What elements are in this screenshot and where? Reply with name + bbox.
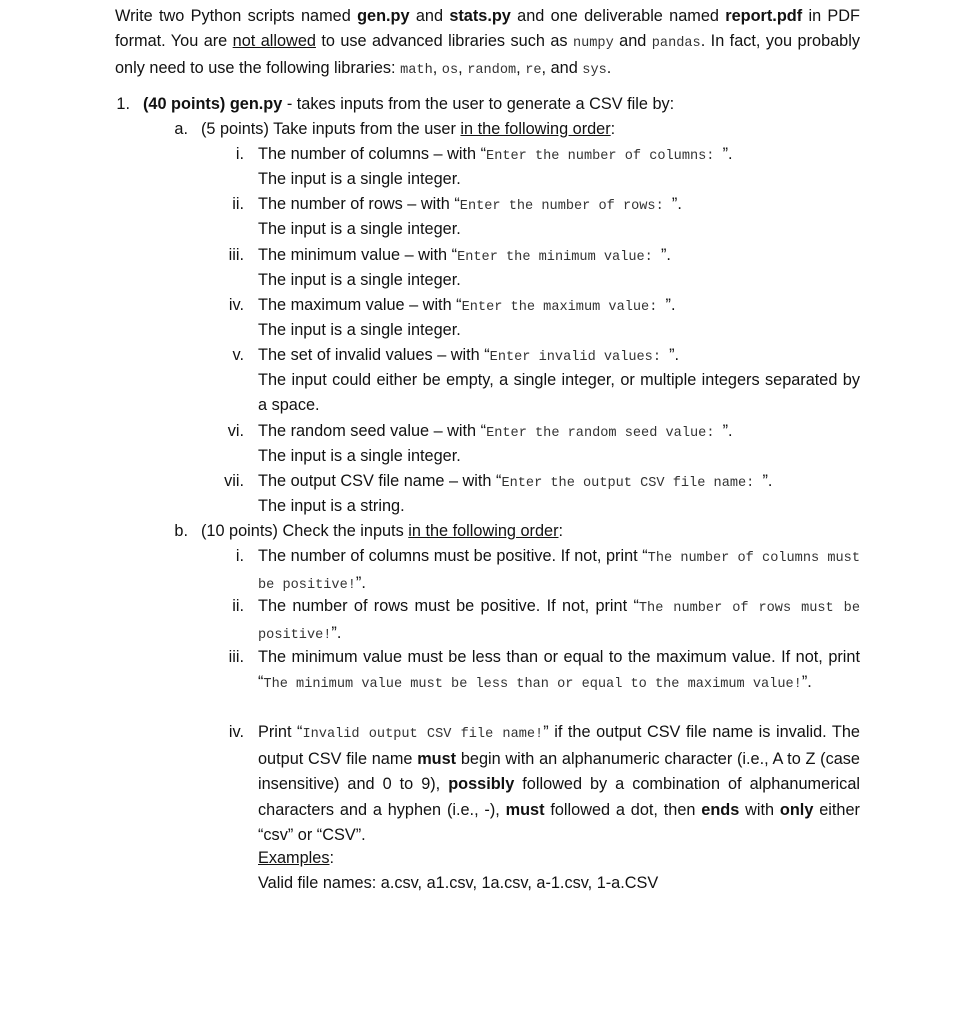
item-text: begin with an alphanumeric character (i.e., A to Z (case insensitive) and 0 to 9), [258, 750, 860, 794]
intro-text: and one deliverable named [510, 7, 726, 25]
q1a-item-label: i. [235, 145, 244, 163]
q1a-label: a. [174, 120, 188, 138]
prompt-code: Enter the random seed value: [486, 426, 723, 441]
q1a-item-label: iii. [228, 246, 244, 264]
q1a-text: (5 points) Take inputs from the user [201, 120, 461, 138]
q1-points: (40 points) gen.py [143, 95, 283, 113]
message-code: The number of rows must be positive! [258, 601, 860, 644]
item-text: The number of columns – with “ [258, 145, 487, 163]
valid-file-names: Valid file names: a.csv, a1.csv, 1a.csv, a-1.csv, 1-a.CSV [258, 874, 659, 892]
intro-text: . [606, 59, 612, 78]
item-text: followed by a combination of alphanumerical characters and a hyphen (i.e., -), [258, 775, 860, 819]
item-text: ”. [722, 145, 733, 163]
prompt-code: Enter the number of columns: [486, 149, 723, 164]
q1b-item-label: ii. [232, 597, 244, 615]
q1a-item-note: The input is a single integer. [258, 321, 461, 339]
q1b-heading [201, 519, 563, 544]
q1a-item-note: The input is a single integer. [258, 271, 461, 289]
q1a-item [258, 243, 671, 270]
emphasis-possibly: possibly [448, 775, 515, 794]
intro-text: in PDF format. You are [115, 7, 860, 51]
item-text: ”. [665, 296, 676, 314]
re-code: re [525, 63, 542, 79]
item-text: Print “ [258, 723, 303, 741]
stats-filename: stats.py [449, 7, 511, 25]
prompt-code: Enter the maximum value: [461, 300, 666, 315]
q1a-item [258, 293, 676, 320]
q1-heading [143, 92, 674, 117]
q1a-item [258, 343, 679, 370]
q1b-item [258, 544, 860, 598]
q1b-underlined: in the following order [408, 522, 559, 540]
item-text: ”. [669, 346, 680, 364]
emphasis-must: must [505, 800, 545, 819]
intro-text: and [409, 7, 450, 25]
message-code: The minimum value must be less than or equal to the maximum value! [263, 677, 802, 693]
emphasis-ends: ends [701, 800, 740, 819]
math-code: math [400, 63, 433, 79]
q1a-item-note: The input could either be empty, a single integer, or multiple integers separated by a space. [258, 371, 860, 415]
q1b-item [258, 645, 860, 697]
q1b-item [258, 594, 860, 648]
examples-colon: : [329, 849, 335, 867]
prompt-code: Enter the output CSV file name: [501, 476, 763, 491]
item-text: ” if the output CSV file name is invalid. The output CSV file name [258, 723, 860, 769]
q1b-text: : [558, 522, 564, 540]
intro-paragraph [115, 4, 860, 84]
prompt-code: Enter the number of rows: [459, 199, 672, 214]
item-text: ”. [661, 246, 671, 264]
q1-number: 1. [116, 95, 130, 113]
intro-text: , [458, 59, 468, 78]
emphasis-only: only [779, 800, 814, 819]
random-code: random [467, 63, 517, 79]
q1a-item [258, 419, 733, 446]
prompt-code: Enter the minimum value: [457, 250, 662, 265]
intro-text: , [432, 59, 442, 78]
numpy-code: numpy [572, 36, 614, 52]
item-text: ”. [762, 472, 773, 490]
item-text: The number of columns must be positive. If not, print “ [258, 547, 648, 565]
item-text: ”. [355, 574, 366, 593]
q1b-label: b. [174, 522, 188, 540]
intro-text: to use advanced libraries such as [315, 32, 573, 51]
item-text: The maximum value – with “ [258, 296, 462, 314]
intro-text: and [613, 32, 652, 51]
item-text: ”. [671, 195, 682, 213]
intro-text: , and [541, 59, 583, 78]
q1b-text: (10 points) Check the inputs [201, 522, 409, 540]
item-text: The number of rows – with “ [258, 195, 460, 213]
q1a-item-label: v. [232, 346, 244, 364]
item-text: ”. [331, 624, 342, 643]
q1a-item [258, 469, 772, 496]
q1b-item-label: i. [235, 547, 244, 565]
sys-code: sys [582, 63, 607, 79]
item-text: The minimum value must be less than or equal to the maximum value. If not, print “ [258, 648, 860, 692]
item-text: The set of invalid values – with “ [258, 346, 490, 364]
q1a-item-label: ii. [232, 195, 244, 213]
examples-heading [258, 846, 334, 871]
intro-text: , [516, 59, 526, 78]
item-text: The random seed value – with “ [258, 422, 487, 440]
item-text: The output CSV file name – with “ [258, 472, 502, 490]
q1b-item-label: iii. [228, 648, 244, 666]
emphasis-must: must [417, 750, 457, 769]
q1a-item-note: The input is a single integer. [258, 447, 461, 465]
q1a-item-note: The input is a single integer. [258, 170, 461, 188]
message-code: The number of columns must be positive! [258, 551, 860, 594]
q1a-item-label: iv. [228, 296, 244, 314]
q1-heading-text: - takes inputs from the user to generate a CSV file by: [282, 95, 675, 113]
q1a-heading [201, 117, 615, 142]
q1a-item-note: The input is a single integer. [258, 220, 461, 238]
item-text: with [739, 800, 780, 819]
q1b-item-label: iv. [228, 723, 244, 741]
examples-label: Examples [258, 849, 330, 867]
intro-text: . In fact, you probably only need to use the following libraries: [115, 32, 860, 78]
pandas-code: pandas [651, 36, 701, 52]
gen-filename: gen.py [357, 7, 410, 25]
q1a-item [258, 192, 682, 219]
report-filename: report.pdf [725, 7, 803, 25]
os-code: os [441, 63, 459, 79]
q1a-item-label: vi. [227, 422, 244, 440]
q1a-item-label: vii. [224, 472, 244, 490]
q1a-item-note: The input is a string. [258, 497, 405, 515]
intro-text: Write two Python scripts named [115, 7, 358, 25]
q1b-item [258, 720, 860, 848]
item-text: ”. [801, 673, 812, 692]
q1a-underlined: in the following order [460, 120, 611, 138]
item-text: The number of rows must be positive. If not, print “ [258, 597, 639, 615]
message-code: Invalid output CSV file name! [302, 727, 544, 742]
not-allowed-text: not allowed [232, 32, 316, 51]
item-text: followed a dot, then [544, 800, 702, 819]
item-text: either “csv” or “CSV”. [258, 800, 860, 844]
q1a-item [258, 142, 733, 169]
item-text: The minimum value – with “ [258, 246, 458, 264]
q1a-text: : [610, 120, 616, 138]
prompt-code: Enter invalid values: [489, 350, 670, 365]
item-text: ”. [722, 422, 733, 440]
